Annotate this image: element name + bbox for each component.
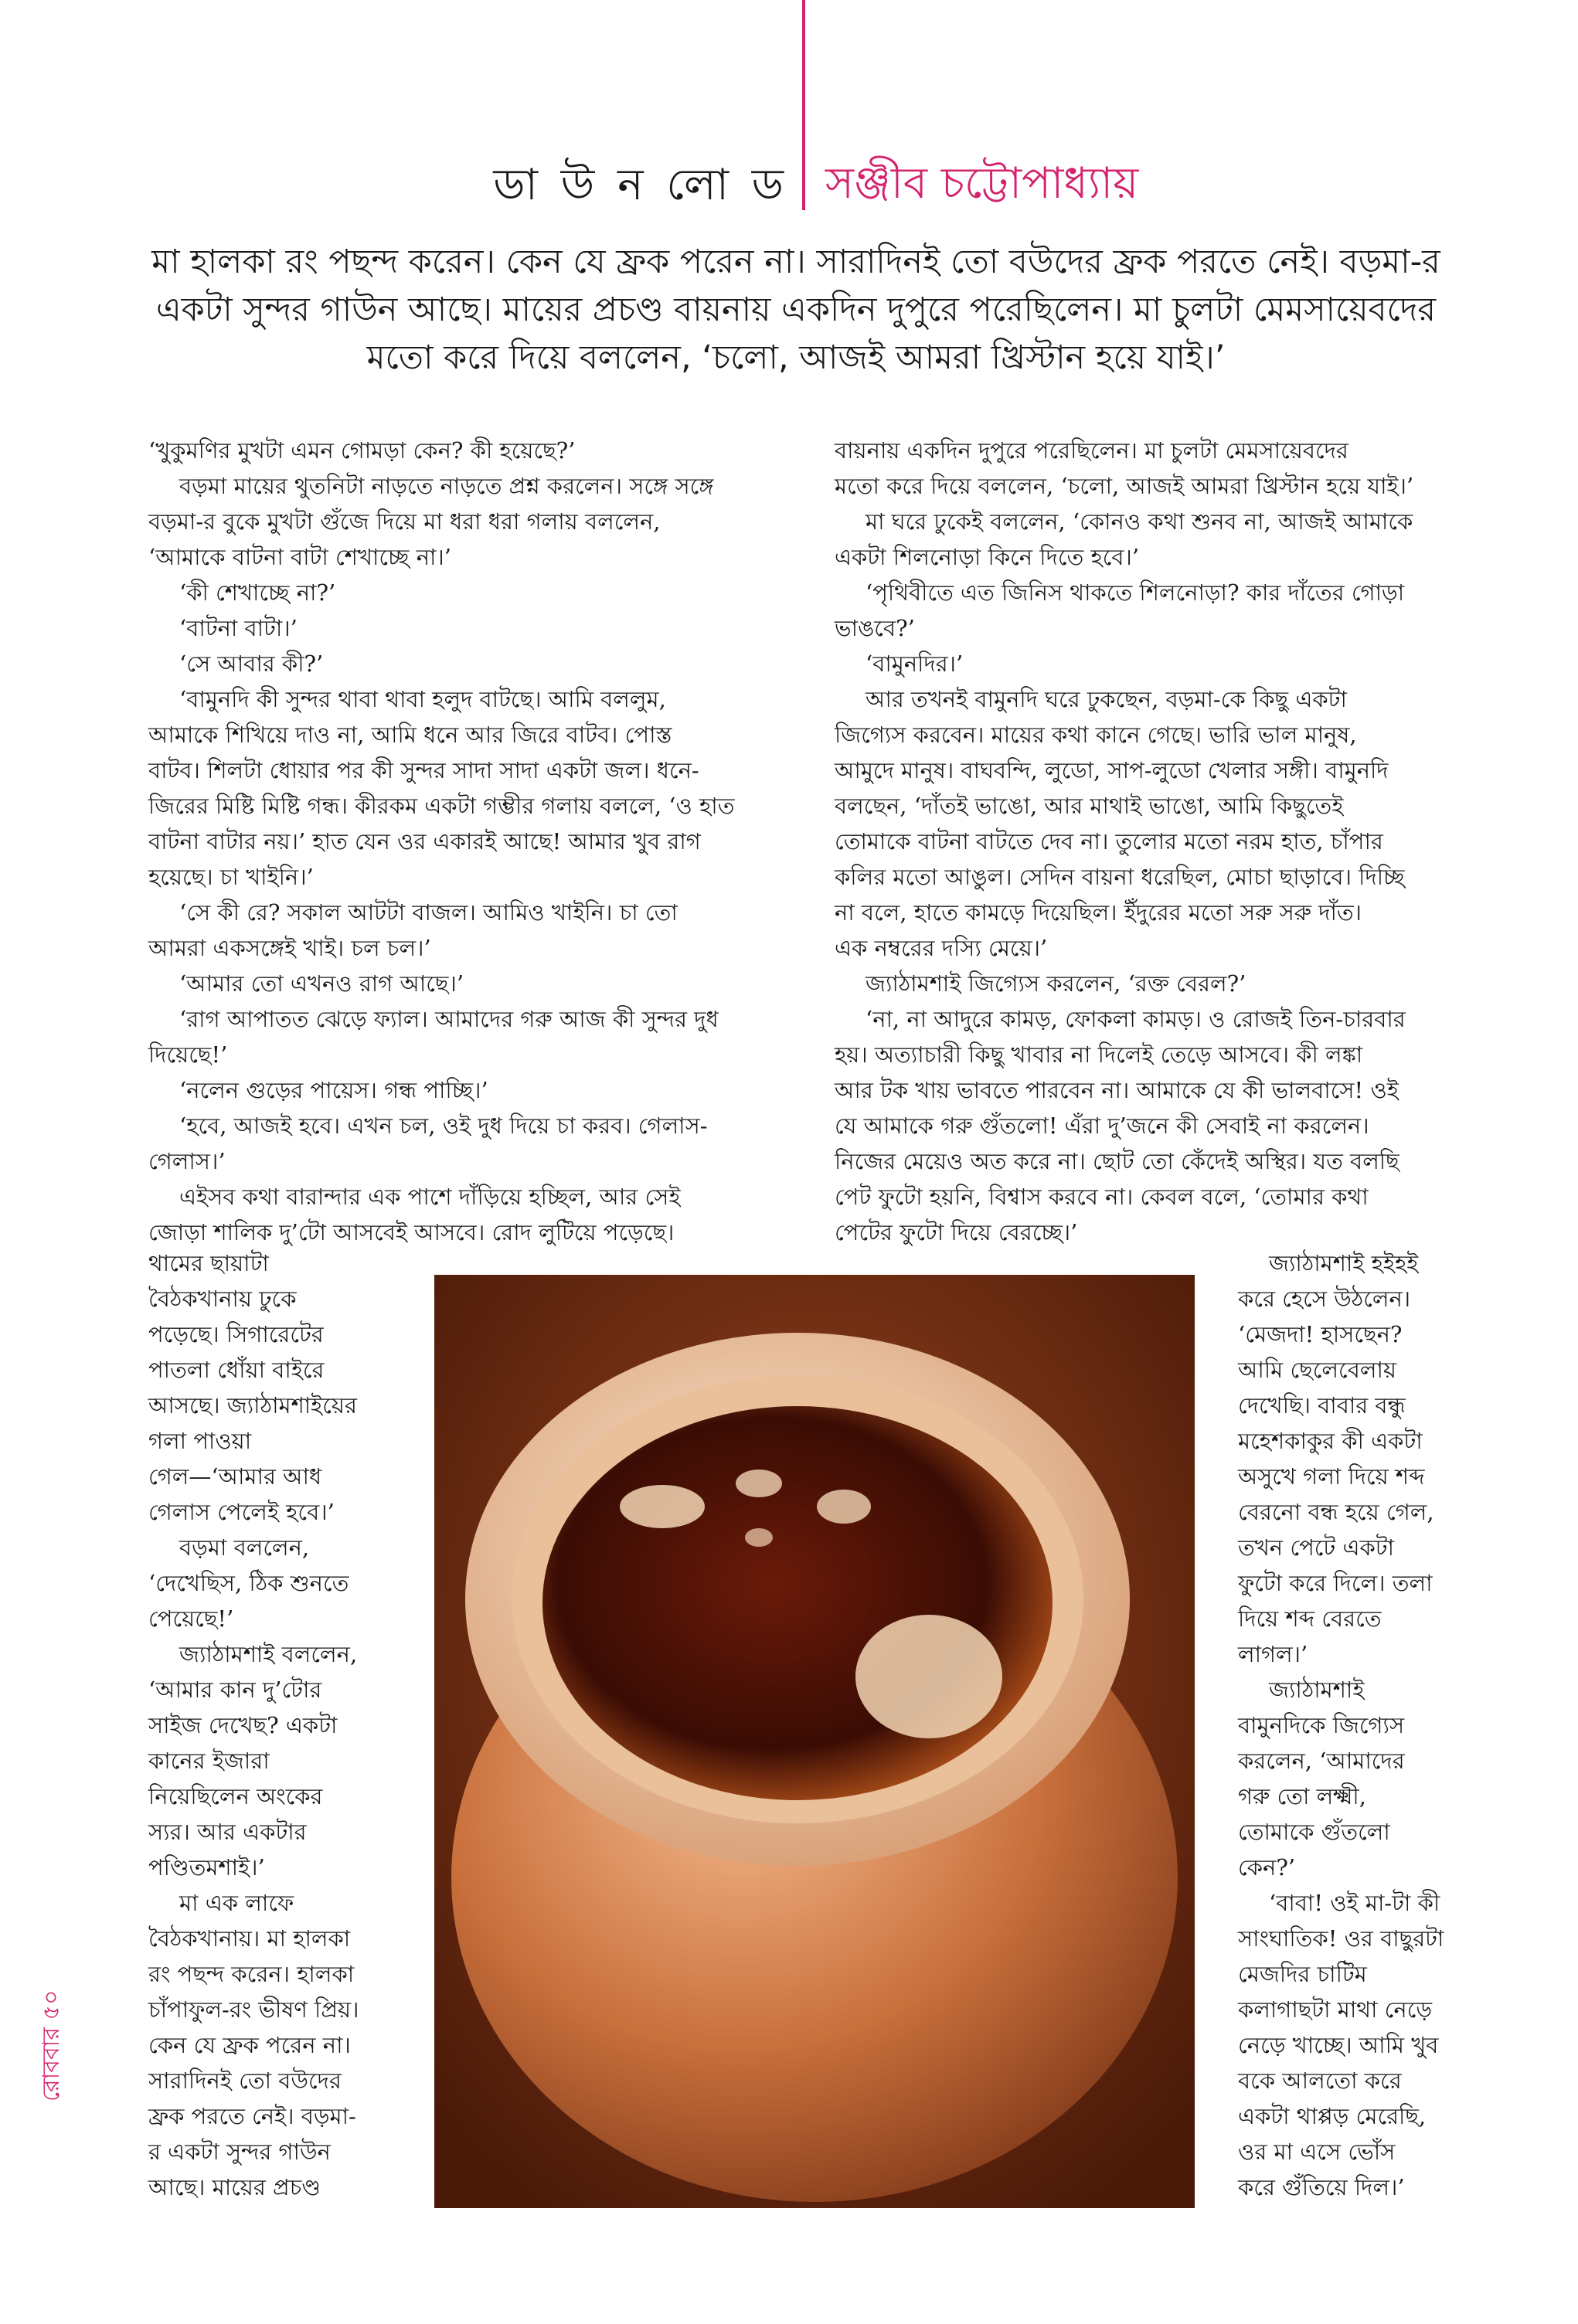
clay-pot-photo bbox=[434, 1275, 1195, 2208]
standfirst-line: একটা সুন্দর গাউন আছে। মায়ের প্রচণ্ড বায়নায় একদিন দুপুরে পরেছিলেন। মা চুলটা মেমসায়েবদের bbox=[155, 290, 1437, 329]
text-line: পড়েছে। সিগারেটের bbox=[148, 1321, 324, 1347]
text-line: রং পছন্দ করেন। হালকা bbox=[148, 1961, 355, 1987]
text-line: আছে। মায়ের প্রচণ্ড bbox=[148, 2174, 321, 2200]
text-line: ‘রাগ আপাতত ঝেড়ে ফ্যাল। আমাদের গরু আজ কী সুন্দর দুধ bbox=[179, 1006, 719, 1032]
text-line: তখন পেটে একটা bbox=[1238, 1534, 1395, 1561]
page-folio: রোববার ৫০ bbox=[38, 1989, 65, 2101]
text-line: জোড়া শালিক দু’টো আসবেই আসবে। রোদ লুটিয়ে পড়েছে। bbox=[148, 1219, 675, 1245]
text-line: বড়মা-র বুকে মুখটা গুঁজে দিয়ে মা ধরা ধরা গলায় বললেন, bbox=[148, 508, 661, 535]
text-line: আমুদে মানুষ। বাঘবন্দি, লুডো, সাপ-লুডো খেলার সঙ্গী। বামুনদি bbox=[835, 757, 1389, 783]
text-line: গলা পাওয়া bbox=[148, 1428, 252, 1454]
standfirst-line: মতো করে দিয়ে বললেন, ‘চলো, আজই আমরা খ্রিস্টান হয়ে যাই।’ bbox=[366, 338, 1226, 377]
standfirst bbox=[139, 238, 1453, 382]
text-line: হয়। অত্যাচারী কিছু খাবার না দিলেই তেড়ে আসবে। কী লঙ্কা bbox=[835, 1041, 1363, 1068]
text-line: বায়নায় একদিন দুপুরে পরেছিলেন। মা চুলটা মেমসায়েবদের bbox=[835, 437, 1348, 464]
text-line: সাংঘাতিক! ওর বাছুরটা bbox=[1238, 1925, 1444, 1952]
text-line: মা ঘরে ঢুকেই বললেন, ‘কোনও কথা শুনব না, আজই আমাকে bbox=[866, 508, 1413, 535]
text-line: এইসব কথা বারান্দার এক পাশে দাঁড়িয়ে হচ্ছিল, আর সেই bbox=[179, 1184, 681, 1210]
text-line: মহেশকাকুর কী একটা bbox=[1238, 1428, 1423, 1454]
text-line: গেল—‘আমার আধ bbox=[148, 1463, 322, 1490]
text-line: বামুনদিকে জিগ্যেস bbox=[1238, 1712, 1405, 1738]
text-line: ওর মা এসে ভোঁস bbox=[1238, 2139, 1396, 2165]
text-line: ‘আমাকে বাটনা বাটা শেখাচ্ছে না।’ bbox=[148, 544, 451, 570]
text-line: আমরা একসঙ্গেই খাই। চল চল।’ bbox=[148, 935, 431, 961]
body-column-4 bbox=[1238, 1245, 1493, 2205]
text-line: চাঁপাফুল-রং ভীষণ প্রিয়। bbox=[148, 1996, 359, 2023]
text-line: গেলাস পেলেই হবে।’ bbox=[148, 1499, 335, 1525]
text-line: জ্যাঠামশাই bbox=[1269, 1677, 1365, 1703]
text-line: সাইজ দেখেছ? একটা bbox=[148, 1712, 338, 1738]
text-line: যে আমাকে গরু গুঁতলো! এঁরা দু’জনে কী সেবাই না করলেন। bbox=[835, 1113, 1369, 1139]
clay-pot-illustration bbox=[434, 1275, 1195, 2208]
text-line: লাগল।’ bbox=[1238, 1641, 1308, 1667]
text-line: আর টক খায় ভাবতে পারবেন না। আমাকে যে কী ভালবাসে! ওই bbox=[835, 1077, 1399, 1103]
text-line: ‘বামুনদি কী সুন্দর থাবা থাবা হলুদ বাটছে। আমি বললুম, bbox=[179, 686, 666, 712]
text-line: ‘মেজদা! হাসছেন? bbox=[1238, 1321, 1403, 1347]
body-column-1 bbox=[148, 433, 790, 1250]
text-line: জ্যাঠামশাই হইহই bbox=[1269, 1250, 1419, 1276]
text-line: আমি ছেলেবেলায় bbox=[1238, 1357, 1396, 1383]
text-line: জ্যাঠামশাই জিগ্যেস করলেন, ‘রক্ত বেরল?’ bbox=[866, 970, 1246, 997]
text-line: ভাঙবে?’ bbox=[835, 615, 915, 641]
text-line: মেজদির চাটিম bbox=[1238, 1961, 1367, 1987]
text-line: করলেন, ‘আমাদের bbox=[1238, 1748, 1405, 1774]
text-line: বৈঠকখানায়। মা হালকা bbox=[148, 1925, 351, 1952]
text-line: নিয়েছিলেন অংকের bbox=[148, 1783, 323, 1809]
text-line: কলাগাছটা মাথা নেড়ে bbox=[1238, 1996, 1433, 2023]
standfirst-line: মা হালকা রং পছন্দ করেন। কেন যে ফ্রক পরেন না। সারাদিনই তো বউদের ফ্রক পরতে নেই। বড়মা-র bbox=[151, 243, 1440, 281]
text-line: পেয়েছে!’ bbox=[148, 1605, 234, 1632]
text-line: করে হেসে উঠলেন। bbox=[1238, 1286, 1411, 1312]
text-line: গরু তো লক্ষ্মী, bbox=[1238, 1783, 1366, 1809]
text-line: অসুখে গলা দিয়ে শব্দ bbox=[1238, 1463, 1425, 1490]
section-title: ডা উ ন লো ড bbox=[493, 160, 788, 210]
text-line: বকে আলতো করে bbox=[1238, 2067, 1402, 2094]
text-line: তোমাকে গুঁতলো bbox=[1238, 1819, 1390, 1845]
text-line: গেলাস।’ bbox=[148, 1148, 226, 1174]
text-line: স্যর। আর একটার bbox=[148, 1819, 307, 1845]
body-column-2 bbox=[835, 433, 1476, 1250]
text-line: ‘বামুনদির।’ bbox=[866, 651, 964, 677]
text-line: বড়মা মায়ের থুতনিটা নাড়তে নাড়তে প্রশ্ন করলেন। সঙ্গে সঙ্গে bbox=[179, 473, 714, 499]
text-line: ‘বাটনা বাটা।’ bbox=[179, 615, 298, 641]
text-line: কানের ইজারা bbox=[148, 1748, 270, 1774]
text-line: বৈঠকখানায় ঢুকে bbox=[148, 1286, 297, 1312]
text-line: একটা থাপ্পড় মেরেছি, bbox=[1238, 2103, 1427, 2129]
text-line: তোমাকে বাটনা বাটতে দেব না। তুলোর মতো নরম হাত, চাঁপার bbox=[835, 828, 1383, 855]
text-line: ‘হবে, আজই হবে। এখন চল, ওই দুধ দিয়ে চা করব। গেলাস- bbox=[179, 1113, 708, 1139]
text-line: র একটা সুন্দর গাউন bbox=[148, 2139, 331, 2165]
text-line: ‘বাবা! ওই মা-টা কী bbox=[1269, 1890, 1440, 1916]
text-line: ‘সে আবার কী?’ bbox=[179, 651, 324, 677]
text-line: কেন যে ফ্রক পরেন না। bbox=[148, 2032, 351, 2058]
text-line: বাটনা বাটার নয়।’ হাত যেন ওর একারই আছে! আমার খুব রাগ bbox=[148, 828, 701, 855]
body-column-3 bbox=[148, 1245, 434, 2205]
text-line: আমাকে শিখিয়ে দাও না, আমি ধনে আর জিরে বাটব। পোস্ত bbox=[148, 722, 672, 748]
text-line: বড়মা বললেন, bbox=[179, 1534, 310, 1561]
text-line: নেড়ে খাচ্ছে। আমি খুব bbox=[1238, 2032, 1439, 2058]
text-line: মা এক লাফে bbox=[179, 1890, 294, 1916]
text-line: কেন?’ bbox=[1238, 1854, 1296, 1881]
text-line: ফ্রক পরতে নেই। বড়মা- bbox=[148, 2103, 356, 2129]
text-line: পণ্ডিতমশাই।’ bbox=[148, 1854, 265, 1881]
text-line: পেটের ফুটো দিয়ে বেরচ্ছে।’ bbox=[835, 1219, 1078, 1245]
text-line: জ্যাঠামশাই বললেন, bbox=[179, 1641, 358, 1667]
text-line: আর তখনই বামুনদি ঘরে ঢুকছেন, বড়মা-কে কিছু একটা bbox=[866, 686, 1347, 712]
text-line: না বলে, হাতে কামড়ে দিয়েছিল। ইঁদুরের মতো সরু সরু দাঁত। bbox=[835, 899, 1362, 926]
text-line: এক নম্বরের দস্যি মেয়ে।’ bbox=[835, 935, 1048, 961]
text-line: দেখেছি। বাবার বন্ধু bbox=[1238, 1392, 1406, 1419]
text-line: দিয়ে শব্দ বেরতে bbox=[1238, 1605, 1382, 1632]
header-divider bbox=[802, 0, 805, 210]
text-line: বাটব। শিলটা ধোয়ার পর কী সুন্দর সাদা সাদা একটা জল। ধনে- bbox=[148, 757, 699, 783]
text-line: ‘আমার কান দু’টোর bbox=[148, 1677, 322, 1703]
text-line: পেট ফুটো হয়নি, বিশ্বাস করবে না। কেবল বলে, ‘তোমার কথা bbox=[835, 1184, 1369, 1210]
text-line: থামের ছায়াটা bbox=[148, 1250, 269, 1276]
text-line: পাতলা ধোঁয়া বাইরে bbox=[148, 1357, 325, 1383]
text-line: করে গুঁতিয়ে দিল।’ bbox=[1238, 2174, 1405, 2200]
text-line: ‘না, না আদুরে কামড়, ফোকলা কামড়। ও রোজই তিন-চারবার bbox=[866, 1006, 1406, 1032]
text-line: নিজের মেয়েও অত করে না। ছোট তো কেঁদেই অস্থির। যত বলছি bbox=[835, 1148, 1399, 1174]
text-line: বলছেন, ‘দাঁতই ভাঙো, আর মাথাই ভাঙো, আমি কিছুতেই bbox=[835, 793, 1344, 819]
text-line: একটা শিলনোড়া কিনে দিতে হবে।’ bbox=[835, 544, 1140, 570]
text-line: ‘নলেন গুড়ের পায়েস। গন্ধ পাচ্ছি।’ bbox=[179, 1077, 488, 1103]
text-line: ফুটো করে দিলে। তলা bbox=[1238, 1570, 1433, 1596]
text-line: ‘পৃথিবীতে এত জিনিস থাকতে শিলনোড়া? কার দাঁতের গোড়া bbox=[866, 579, 1405, 606]
text-line: জিগ্যেস করবেন। মায়ের কথা কানে গেছে। ভারি ভাল মানুষ, bbox=[835, 722, 1357, 748]
text-line: সারাদিনই তো বউদের bbox=[148, 2067, 342, 2094]
text-line: বেরনো বন্ধ হয়ে গেল, bbox=[1238, 1499, 1434, 1525]
text-line: ‘সে কী রে? সকাল আটটা বাজল। আমিও খাইনি। চা তো bbox=[179, 899, 678, 926]
text-line: হয়েছে। চা খাইনি।’ bbox=[148, 864, 314, 890]
author-name: সঞ্জীব চট্টোপাধ্যায় bbox=[825, 158, 1139, 209]
text-line: কলির মতো আঙুল। সেদিন বায়না ধরেছিল, মোচা ছাড়াবে। দিচ্ছি bbox=[835, 864, 1405, 890]
text-line: আসছে। জ্যাঠামশাইয়ের bbox=[148, 1392, 357, 1419]
text-line: ‘কী শেখাচ্ছে না?’ bbox=[179, 579, 336, 606]
text-line: ‘খুকুমণির মুখটা এমন গোমড়া কেন? কী হয়েছে?’ bbox=[148, 437, 576, 464]
text-line: জিরের মিষ্টি মিষ্টি গন্ধ। কীরকম একটা গম্ভীর গলায় বললে, ‘ও হাত bbox=[148, 793, 735, 819]
text-line: মতো করে দিয়ে বললেন, ‘চলো, আজই আমরা খ্রিস্টান হয়ে যাই।’ bbox=[835, 473, 1414, 499]
text-line: দিয়েছে!’ bbox=[148, 1041, 228, 1068]
text-line: ‘দেখেছিস, ঠিক শুনতে bbox=[148, 1570, 349, 1596]
text-line: ‘আমার তো এখনও রাগ আছে।’ bbox=[179, 970, 464, 997]
